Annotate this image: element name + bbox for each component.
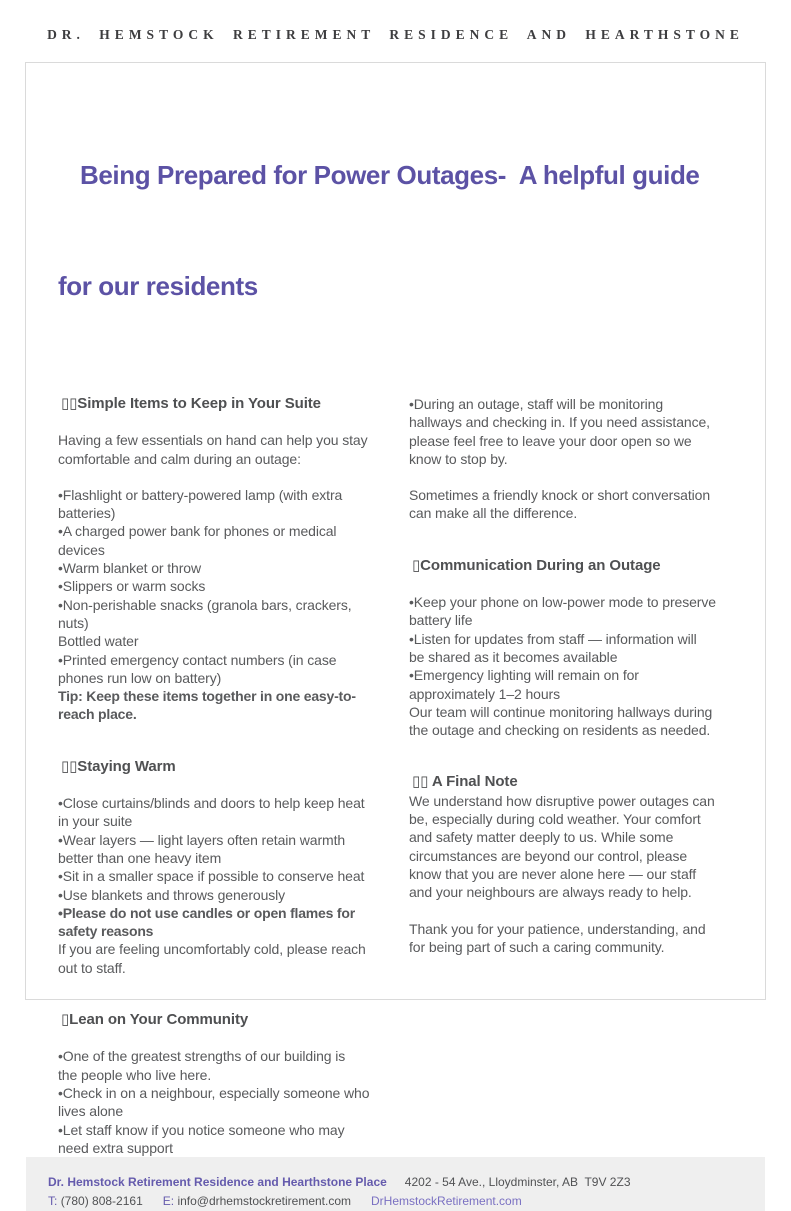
paragraph-group xyxy=(409,593,744,739)
section-heading: ▯▯ A Final Note xyxy=(412,773,518,791)
body-line: hallways and checking in. If you need assistance, xyxy=(409,414,710,431)
section-heading: ▯▯Simple Items to Keep in Your Suite xyxy=(61,395,321,412)
address: 4202 - 54 Ave., Lloydminster, AB T9V 2Z3 xyxy=(404,1175,631,1190)
left-column xyxy=(58,395,393,1157)
right-column xyxy=(409,395,744,1157)
body-line: and safety matter deeply to us. While some xyxy=(409,829,674,846)
body-line: If you are feeling uncomfortably cold, please reach xyxy=(58,941,366,958)
bullet-line: •Printed emergency contact numbers (in case xyxy=(58,651,337,668)
content-section xyxy=(58,395,393,724)
body-line: safety reasons xyxy=(58,923,154,940)
body-line: and your neighbours are always ready to help. xyxy=(409,884,692,901)
body-line: nuts) xyxy=(58,614,89,631)
bullet-line: •During an outage, staff will be monitoring xyxy=(409,396,664,412)
paragraph-group xyxy=(58,1047,393,1157)
body-line: be shared as it becomes available xyxy=(409,648,618,665)
bullet-line: •Slippers or warm socks xyxy=(58,578,206,595)
body-line: circumstances are beyond our control, please xyxy=(409,847,688,864)
body-line: Tip: Keep these items together in one easy-to- xyxy=(58,688,356,705)
bullet-line: •Non-perishable snacks (granola bars, crackers, xyxy=(58,596,352,613)
body-line: know that you are never alone here — our staff xyxy=(409,865,696,882)
paragraph-group xyxy=(409,486,744,523)
paragraph-group xyxy=(409,395,744,468)
content-section xyxy=(58,1011,393,1157)
body-line: be, especially during cold weather. Your comfort xyxy=(409,811,701,828)
body-line: Having a few essentials on hand can help you stay xyxy=(58,432,368,449)
body-line: Thank you for your patience, understanding, and xyxy=(409,920,706,937)
body-line: We understand how disruptive power outages can xyxy=(409,792,715,809)
bullet-line: •One of the greatest strengths of our building is xyxy=(58,1048,346,1065)
body-line: the people who live here. xyxy=(58,1066,212,1083)
document-body xyxy=(25,62,766,1209)
page-title xyxy=(58,83,719,379)
body-line: know to stop by. xyxy=(409,450,508,467)
bullet-line: •Check in on a neighbour, especially someone who xyxy=(58,1084,370,1101)
content-section xyxy=(409,557,744,740)
body-line: battery life xyxy=(409,612,473,629)
website-link[interactable]: DrHemstockRetirement.com xyxy=(371,1194,522,1209)
content-columns xyxy=(26,379,765,1157)
paragraph-group xyxy=(58,486,393,724)
email-label: E: xyxy=(162,1194,175,1209)
org-name: Dr. Hemstock Retirement Residence and Hearthstone Place xyxy=(48,1175,387,1190)
bullet-line: •Sit in a smaller space if possible to conserve heat xyxy=(58,868,365,885)
phone-value: (780) 808-2161 xyxy=(60,1194,143,1209)
bullet-line: •Use blankets and throws generously xyxy=(58,886,286,903)
content-section xyxy=(409,773,744,956)
body-line: better than one heavy item xyxy=(58,849,222,866)
footer-line-1 xyxy=(48,1173,745,1192)
email-address: info@drhemstockretirement.com xyxy=(177,1194,352,1209)
bullet-line: •Listen for updates from staff — information will xyxy=(409,630,697,647)
letterhead: DR. HEMSTOCK RETIREMENT RESIDENCE AND HEARTHSTONE xyxy=(47,27,744,42)
footer-line-2 xyxy=(48,1192,745,1211)
paragraph-group xyxy=(58,431,393,468)
bullet-line: •Emergency lighting will remain on for xyxy=(409,667,639,684)
phone xyxy=(48,1194,143,1208)
footer xyxy=(26,1157,765,1211)
body-line: comfortable and calm during an outage: xyxy=(58,450,301,467)
body-line: the outage and checking on residents as needed. xyxy=(409,722,711,739)
body-line: reach place. xyxy=(58,706,137,723)
content-section xyxy=(58,758,393,977)
bullet-line: •Wear layers — light layers often retain warmth xyxy=(58,831,346,848)
bullet-line: •A charged power bank for phones or medical xyxy=(58,523,337,540)
phone-label: T: xyxy=(48,1194,58,1209)
paragraph-group xyxy=(409,792,744,902)
paragraph-group xyxy=(58,794,393,977)
bullet-line: •Warm blanket or throw xyxy=(58,560,202,577)
paragraph-group xyxy=(409,920,744,957)
page-title-line-1: Being Prepared for Power Outages- A helpful guide xyxy=(80,160,700,190)
body-line: need extra support xyxy=(58,1139,173,1156)
body-line: lives alone xyxy=(58,1103,124,1120)
body-line: for being part of such a caring community. xyxy=(409,938,665,955)
page-title-line-2: for our residents xyxy=(58,271,258,301)
section-heading: ▯Lean on Your Community xyxy=(61,1011,249,1029)
body-line: Sometimes a friendly knock or short conversation xyxy=(409,487,710,504)
section-heading: ▯▯Staying Warm xyxy=(61,757,176,775)
body-line: please feel free to leave your door open so we xyxy=(409,432,692,449)
body-line: phones run low on battery) xyxy=(58,669,222,686)
body-line: Our team will continue monitoring hallways during xyxy=(409,703,713,720)
bullet-line: •Keep your phone on low-power mode to preserve xyxy=(409,594,716,611)
body-line: can make all the difference. xyxy=(409,505,578,522)
body-line: Bottled water xyxy=(58,633,139,650)
body-line: approximately 1–2 hours xyxy=(409,685,561,702)
bullet-line: •Flashlight or battery-powered lamp (with extra xyxy=(58,486,343,503)
section-heading: ▯Communication During an Outage xyxy=(412,556,661,574)
bullet-line: •Let staff know if you notice someone who may xyxy=(58,1121,345,1138)
content-section xyxy=(409,395,744,523)
body-line: in your suite xyxy=(58,813,133,830)
bullet-line: •Please do not use candles or open flames for xyxy=(58,904,355,921)
body-line: devices xyxy=(58,541,105,558)
body-line: batteries) xyxy=(58,505,116,522)
email xyxy=(163,1194,351,1208)
bullet-line: •Close curtains/blinds and doors to help keep heat xyxy=(58,795,365,812)
body-line: out to staff. xyxy=(58,959,126,976)
